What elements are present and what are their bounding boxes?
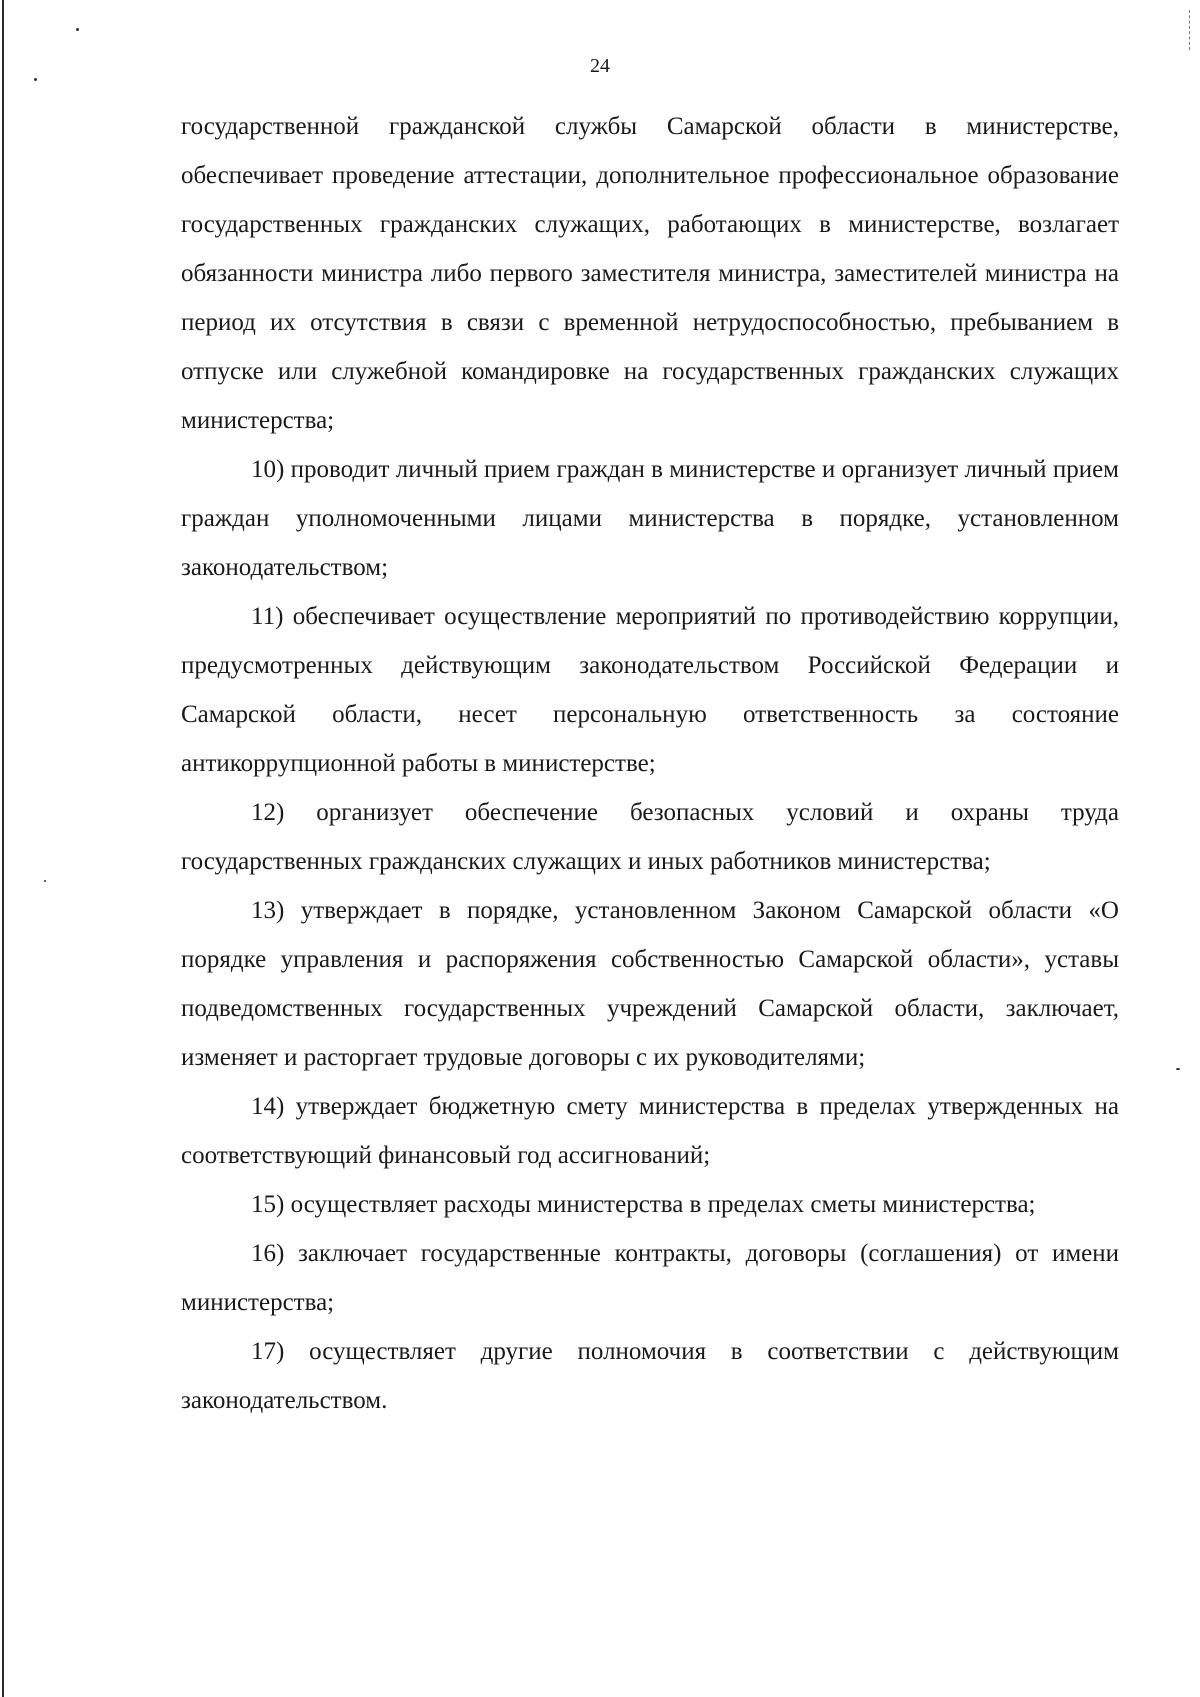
paragraph-item-12: 12) организует обеспечение безопасных условий и охраны труда государственных гражданских служащих и иных работников министерства;	[181, 799, 1119, 875]
scan-speck	[76, 28, 79, 31]
document-body	[181, 102, 1119, 1425]
page-number: 24	[590, 55, 610, 77]
scan-left-edge	[2, 0, 4, 1697]
paragraph-item-17: 17) осуществляет другие полномочия в соответствии с действующим законодательством.	[181, 1338, 1119, 1414]
paragraph-continuation: государственной гражданской службы Самарской области в министерстве, обеспечивает проведение аттестации, дополнительное профессиональное образование государственных гражданских служащих, работающих в министерстве, возлагает обязанности министра либо первого заместителя министра, заместителей министра на период их отсутствия в связи с временной нетрудоспособностью, пребыванием в отпуске или служебной командировке на государственных гражданских служащих министерства;	[181, 113, 1119, 434]
paragraph-item-13: 13) утверждает в порядке, установленном Законом Самарской области «О порядке управления и распоряжения собственностью Самарской области», уставы подведомственных государственных учреждений Самарской области, заключает, изменяет и расторгает трудовые договоры с их руководителями;	[181, 897, 1119, 1071]
paragraph-item-11: 11) обеспечивает осуществление мероприятий по противодействию коррупции, предусмотренных действующим законодательством Российской Федерации и Самарской области, несет персональную ответственность за состояние антикоррупционной работы в министерстве;	[181, 603, 1119, 777]
scan-right-mark	[1188, 10, 1190, 50]
scan-speck	[44, 880, 46, 882]
scan-speck	[1176, 1068, 1180, 1070]
paragraph-item-14: 14) утверждает бюджетную смету министерства в пределах утвержденных на соответствующий финансовый год ассигнований;	[181, 1093, 1119, 1169]
scan-speck	[34, 78, 37, 81]
paragraph-item-16: 16) заключает государственные контракты, договоры (соглашения) от имени министерства;	[181, 1240, 1119, 1316]
paragraph-item-15: 15) осуществляет расходы министерства в пределах сметы министерства;	[251, 1191, 1036, 1218]
paragraph-item-10: 10) проводит личный прием граждан в министерстве и организует личный прием граждан уполномоченными лицами министерства в порядке, установленном законодательством;	[181, 456, 1119, 581]
